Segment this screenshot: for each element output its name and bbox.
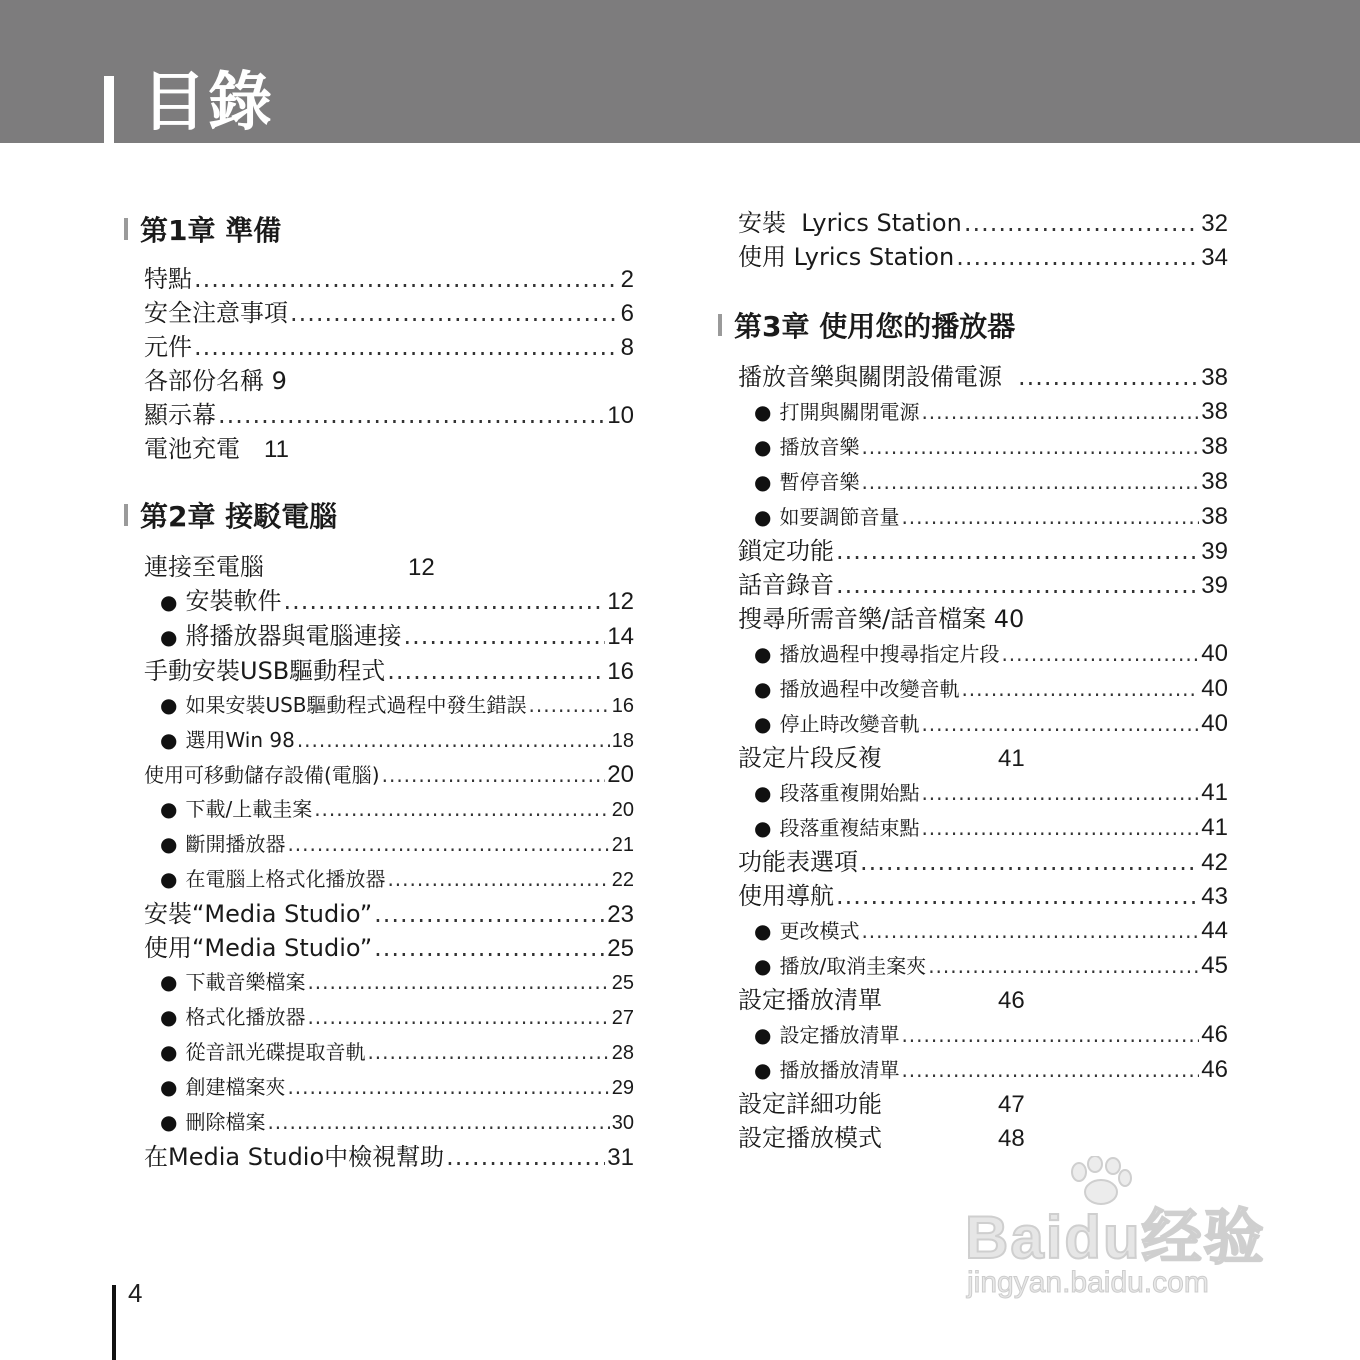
entry-label: 選用Win 98	[185, 728, 295, 752]
watermark-logo: Baidu经验	[965, 1204, 1266, 1271]
bullet-icon: ●	[754, 435, 772, 459]
leader-dots	[901, 500, 1199, 535]
leader-dots	[374, 931, 605, 965]
chapter-heading	[140, 492, 634, 542]
entry-label: 播放音樂與關閉設備電源	[738, 363, 1002, 391]
entry-page: 25	[611, 972, 634, 994]
entry-label: 使用 Lyrics Station	[738, 243, 955, 271]
entry-label: 功能表選項	[738, 848, 858, 876]
toc-entry[interactable]	[144, 296, 634, 330]
toc-entry[interactable]	[144, 330, 634, 364]
entry-page: 39	[1201, 572, 1228, 599]
entry-label: 播放過程中搜尋指定片段	[779, 642, 1000, 666]
toc-entry[interactable]	[738, 1087, 1228, 1121]
entry-label: 下載音樂檔案	[185, 970, 306, 994]
bullet-icon: ●	[160, 1040, 178, 1064]
toc-subentry[interactable]	[738, 1017, 1228, 1052]
toc-subentry[interactable]	[738, 810, 1228, 845]
entry-label: 停止時改變音軌	[779, 712, 920, 736]
bullet-icon: ●	[160, 832, 178, 856]
watermark-url: jingyan.baidu.com	[967, 1266, 1209, 1299]
entry-page: 12	[607, 588, 634, 615]
toc-entry[interactable]	[144, 758, 634, 792]
entry-page: 43	[1201, 883, 1228, 910]
toc-entry[interactable]	[738, 741, 1228, 775]
leader-dots	[928, 949, 1199, 984]
entry-label: 各部份名稱 9	[144, 367, 287, 395]
entry-page: 45	[1201, 952, 1228, 979]
entry-page: 38	[1201, 364, 1228, 391]
toc-subentry[interactable]	[144, 619, 634, 654]
leader-dots	[861, 914, 1199, 949]
leader-dots	[860, 845, 1199, 879]
entry-label: 將播放器與電腦連接	[185, 622, 402, 650]
entry-page: 38	[1201, 398, 1228, 425]
entry-label: 安全注意事項	[144, 299, 288, 327]
entry-label: 手動安裝USB驅動程式	[144, 657, 386, 685]
toc-left-column	[140, 206, 634, 1174]
chapter-heading	[734, 302, 1228, 352]
header-accent-bar	[104, 76, 114, 143]
toc-subentry[interactable]	[738, 394, 1228, 429]
entry-page: 12	[408, 554, 435, 581]
entry-label: 更改模式	[779, 919, 860, 943]
entry-page: 46	[998, 987, 1025, 1014]
toc-subentry[interactable]	[738, 499, 1228, 534]
leader-dots	[194, 262, 619, 296]
toc-entry[interactable]	[738, 568, 1228, 602]
header-banner	[0, 0, 1360, 143]
entry-page: 41	[1201, 779, 1228, 806]
entry-label: 刪除檔案	[185, 1110, 266, 1134]
leader-dots	[267, 1105, 609, 1140]
entry-page: 39	[1201, 538, 1228, 565]
leader-dots	[921, 776, 1199, 811]
entry-label: 如要調節音量	[779, 505, 900, 529]
toc-entry[interactable]	[738, 206, 1228, 240]
toc-subentry[interactable]	[738, 464, 1228, 499]
chapter-marker	[124, 504, 128, 526]
bullet-icon: ●	[160, 590, 178, 614]
entry-page: 16	[607, 658, 634, 685]
entry-label: 話音錄音	[738, 571, 834, 599]
entry-label: 安裝“Media Studio”	[144, 900, 373, 928]
toc-entry[interactable]	[144, 654, 634, 688]
toc-entry[interactable]	[738, 602, 1228, 636]
leader-dots	[861, 465, 1199, 500]
toc-entry[interactable]	[144, 931, 634, 965]
entry-label: 設定片段反複	[738, 744, 882, 772]
toc-entry[interactable]	[144, 432, 634, 466]
entry-label: 暫停音樂	[779, 470, 860, 494]
toc-subentry[interactable]	[144, 1000, 634, 1035]
toc-subentry[interactable]	[144, 723, 634, 758]
entry-label: 特點	[144, 265, 192, 293]
leader-dots	[861, 430, 1199, 465]
bullet-icon: ●	[160, 797, 178, 821]
toc-subentry[interactable]	[144, 827, 634, 862]
baidu-watermark	[965, 1160, 1285, 1310]
leader-dots	[367, 1035, 609, 1070]
entry-page: 38	[1201, 433, 1228, 460]
bullet-icon: ●	[754, 919, 772, 943]
chapter-marker	[718, 314, 722, 336]
chapter-marker	[124, 218, 128, 240]
entry-label: 在電腦上格式化播放器	[185, 867, 386, 891]
toc-right-column	[734, 206, 1228, 1155]
toc-subentry[interactable]	[738, 1052, 1228, 1087]
leader-dots	[283, 584, 605, 619]
entry-page: 46	[1201, 1056, 1228, 1083]
leader-dots	[287, 1070, 609, 1105]
entry-label: 搜尋所需音樂/話音檔案 40	[738, 605, 1025, 633]
toc-subentry[interactable]	[144, 584, 634, 619]
toc-entry[interactable]	[144, 1140, 634, 1174]
entry-page: 47	[998, 1091, 1025, 1118]
entry-page: 31	[607, 1144, 634, 1171]
bullet-icon: ●	[160, 693, 178, 717]
toc-entry[interactable]	[144, 897, 634, 931]
toc-subentry[interactable]	[738, 913, 1228, 948]
entry-label: 斷開播放器	[185, 832, 286, 856]
leader-dots	[307, 1000, 609, 1035]
entry-label: 創建檔案夾	[185, 1075, 286, 1099]
toc-entry[interactable]	[738, 1121, 1228, 1155]
leader-dots	[901, 1018, 1199, 1053]
leader-dots	[836, 879, 1199, 913]
entry-label: 如果安裝USB驅動程式過程中發生錯誤	[185, 693, 527, 717]
toc-entry[interactable]	[738, 845, 1228, 879]
toc-entry[interactable]	[738, 534, 1228, 568]
chapter-title: 第3章 使用您的播放器	[734, 310, 1016, 343]
bullet-icon: ●	[754, 781, 772, 805]
entry-page: 40	[1201, 675, 1228, 702]
leader-dots	[374, 897, 605, 931]
entry-label: 播放音樂	[779, 435, 860, 459]
entry-label: 在Media Studio中檢視幫助	[144, 1143, 445, 1171]
leader-dots	[287, 827, 609, 862]
toc-subentry[interactable]	[144, 862, 634, 897]
entry-page: 16	[611, 695, 634, 717]
entry-label: 使用“Media Studio”	[144, 934, 373, 962]
entry-page: 18	[611, 730, 634, 752]
leader-dots	[921, 811, 1199, 846]
toc-subentry[interactable]	[738, 429, 1228, 464]
entry-page: 38	[1201, 468, 1228, 495]
leader-dots	[1001, 637, 1199, 672]
toc-subentry[interactable]	[738, 671, 1228, 706]
chapter-title: 第2章 接駁電腦	[140, 500, 338, 533]
toc-entry[interactable]	[144, 364, 634, 398]
entry-label: 使用導航	[738, 882, 834, 910]
leader-dots	[961, 672, 1199, 707]
chapter-title: 第1章 準備	[140, 214, 282, 247]
leader-dots	[921, 707, 1199, 742]
toc-entry[interactable]	[738, 360, 1228, 394]
toc-subentry[interactable]	[738, 775, 1228, 810]
entry-label: 段落重複結束點	[779, 816, 920, 840]
bullet-icon: ●	[754, 712, 772, 736]
chapter-heading	[140, 206, 634, 256]
entry-label: 使用可移動儲存設備(電腦)	[144, 763, 380, 787]
entry-page: 11	[264, 436, 289, 463]
leader-dots	[529, 688, 610, 723]
leader-dots	[194, 330, 619, 364]
toc-entry[interactable]	[144, 398, 634, 432]
entry-page: 41	[998, 745, 1025, 772]
entry-label: 設定播放清單	[738, 986, 882, 1014]
entry-label: 打開與關閉電源	[779, 400, 920, 424]
bullet-icon: ●	[754, 470, 772, 494]
entry-page: 42	[1201, 849, 1228, 876]
entry-page: 21	[611, 834, 634, 856]
bullet-icon: ●	[754, 677, 772, 701]
leader-dots	[1018, 360, 1199, 394]
bullet-icon: ●	[754, 505, 772, 529]
leader-dots	[964, 206, 1199, 240]
toc-entry[interactable]	[738, 879, 1228, 913]
entry-label: 段落重複開始點	[779, 781, 920, 805]
entry-label: 下載/上載圭案	[185, 797, 313, 821]
entry-page: 14	[607, 623, 634, 650]
toc-subentry[interactable]	[144, 965, 634, 1000]
bullet-icon: ●	[754, 400, 772, 424]
bullet-icon: ●	[160, 1110, 178, 1134]
entry-page: 46	[1201, 1021, 1228, 1048]
bullet-icon: ●	[160, 1075, 178, 1099]
entry-page: 40	[1201, 640, 1228, 667]
entry-page: 34	[1201, 244, 1228, 271]
bullet-icon: ●	[160, 1005, 178, 1029]
bullet-icon: ●	[160, 728, 178, 752]
leader-dots	[382, 758, 606, 792]
entry-page: 22	[611, 869, 634, 891]
entry-label: 安裝 Lyrics Station	[738, 209, 962, 237]
leader-dots	[836, 534, 1199, 568]
entry-label: 格式化播放器	[185, 1005, 306, 1029]
leader-dots	[297, 723, 610, 758]
leader-dots	[314, 792, 610, 827]
leader-dots	[387, 654, 605, 688]
entry-page: 20	[607, 761, 634, 788]
entry-page: 38	[1201, 503, 1228, 530]
toc-subentry[interactable]	[738, 706, 1228, 741]
entry-label: 連接至電腦	[144, 553, 264, 581]
toc-subentry[interactable]	[144, 688, 634, 723]
entry-page: 10	[607, 402, 634, 429]
entry-label: 安裝軟件	[185, 587, 282, 615]
entry-label: 播放過程中改變音軌	[779, 677, 960, 701]
toc-subentry[interactable]	[144, 792, 634, 827]
toc-subentry[interactable]	[144, 1035, 634, 1070]
entry-page: 29	[611, 1077, 634, 1099]
leader-dots	[921, 395, 1199, 430]
entry-label: 元件	[144, 333, 192, 361]
toc-entry[interactable]	[144, 550, 634, 584]
entry-label: 顯示幕	[144, 401, 216, 429]
toc-subentry[interactable]	[144, 1070, 634, 1105]
entry-page: 27	[611, 1007, 634, 1029]
entry-page: 6	[620, 300, 634, 327]
footer-rule	[112, 1285, 116, 1360]
entry-label: 設定播放模式	[738, 1124, 882, 1152]
toc-subentry[interactable]	[738, 948, 1228, 983]
bullet-icon: ●	[754, 1023, 772, 1047]
leader-dots	[956, 240, 1199, 274]
entry-label: 設定詳細功能	[738, 1090, 882, 1118]
bullet-icon: ●	[160, 625, 178, 649]
entry-page: 40	[1201, 710, 1228, 737]
entry-page: 32	[1201, 210, 1228, 237]
entry-label: 從音訊光碟提取音軌	[185, 1040, 366, 1064]
leader-dots	[836, 568, 1199, 602]
toc-subentry[interactable]	[738, 636, 1228, 671]
entry-label: 鎖定功能	[738, 537, 834, 565]
toc-entry[interactable]	[738, 983, 1228, 1017]
entry-label: 設定播放清單	[779, 1023, 900, 1047]
toc-subentry[interactable]	[144, 1105, 634, 1140]
leader-dots	[290, 296, 619, 330]
bullet-icon: ●	[160, 867, 178, 891]
leader-dots	[446, 1140, 605, 1174]
leader-dots	[307, 965, 609, 1000]
bullet-icon: ●	[754, 954, 772, 978]
bullet-icon: ●	[754, 1058, 772, 1082]
entry-page: 23	[607, 901, 634, 928]
bullet-icon: ●	[160, 970, 178, 994]
leader-dots	[387, 862, 609, 897]
entry-label: 播放/取消圭案夾	[779, 954, 927, 978]
entry-page: 44	[1201, 917, 1228, 944]
entry-page: 8	[620, 334, 634, 361]
entry-label: 播放播放清單	[779, 1058, 900, 1082]
entry-page: 28	[611, 1042, 634, 1064]
entry-page: 41	[1201, 814, 1228, 841]
entry-page: 25	[607, 935, 634, 962]
leader-dots	[403, 619, 605, 654]
leader-dots	[218, 398, 605, 432]
entry-page: 30	[611, 1112, 634, 1134]
toc-entry[interactable]	[144, 262, 634, 296]
page-number: 4	[128, 1278, 143, 1308]
page-title: 目錄	[142, 66, 274, 140]
bullet-icon: ●	[754, 816, 772, 840]
entry-label: 電池充電	[144, 435, 240, 463]
entry-page: 48	[998, 1125, 1025, 1152]
entry-page: 20	[611, 799, 634, 821]
leader-dots	[901, 1053, 1199, 1088]
entry-page: 2	[620, 266, 634, 293]
bullet-icon: ●	[754, 642, 772, 666]
toc-entry[interactable]	[738, 240, 1228, 274]
